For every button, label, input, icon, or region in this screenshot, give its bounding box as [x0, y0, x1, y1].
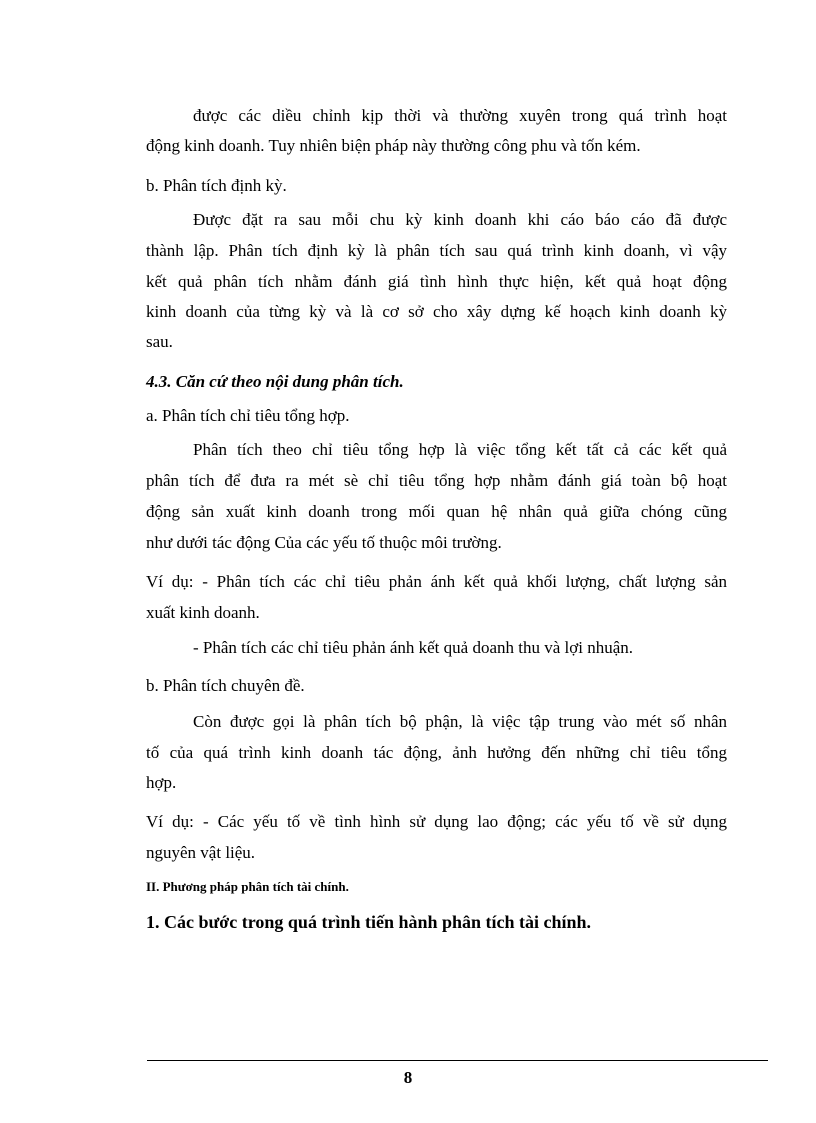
example-line: - Phân tích các chỉ tiêu phản ánh kết quả doanh thu và lợi nhuận. — [193, 638, 633, 657]
body-text-line: được các diều chỉnh kịp thời và thường xuyên trong quá trình hoạt — [193, 106, 727, 125]
body-text-line: Còn được gọi là phân tích bộ phận, là việc tập trung vào mét số nhân — [193, 712, 727, 731]
section-heading: 1. Các bước trong quá trình tiến hành phân tích tài chính. — [146, 912, 592, 932]
example-line: Ví dụ: - Các yếu tố về tình hình sử dụng lao động; các yếu tố về sử dụng — [146, 812, 727, 831]
body-text-line: sau. — [146, 332, 173, 351]
example-line: Ví dụ: - Phân tích các chỉ tiêu phản ánh kết quả khối lượng, chất lượng sản — [146, 572, 727, 591]
body-text-line: kinh doanh của từng kỳ và là cơ sở cho xây dựng kế hoạch kinh doanh kỳ — [146, 302, 727, 321]
body-text-line: phân tích để đưa ra mét sè chỉ tiêu tổng hợp nhằm đánh giá toàn bộ hoạt — [146, 471, 727, 490]
body-text-line: Được đặt ra sau mỗi chu kỳ kinh doanh khi cáo báo cáo đã được — [193, 210, 727, 229]
body-text-line: động kinh doanh. Tuy nhiên biện pháp này thường công phu và tốn kém. — [146, 136, 641, 155]
footer-rule — [147, 1060, 768, 1061]
section-heading: 4.3. Căn cứ theo nội dung phân tích. — [146, 372, 404, 391]
example-line: nguyên vật liệu. — [146, 843, 256, 862]
subsection-heading: b. Phân tích chuyên đề. — [146, 676, 305, 695]
body-text-line: tố của quá trình kinh doanh tác động, ảnh hưởng đến những chỉ tiêu tổng — [146, 743, 727, 762]
example-line: xuất kinh doanh. — [146, 603, 260, 622]
body-text-line: động sản xuất kinh doanh trong mối quan hệ nhân quả giữa chóng cũng — [146, 502, 727, 521]
subsection-heading: a. Phân tích chỉ tiêu tổng hợp. — [146, 406, 350, 425]
body-text-line: kết quả phân tích nhằm đánh giá tình hình thực hiện, kết quả hoạt động — [146, 272, 727, 291]
chapter-heading: II. Phương pháp phân tích tài chính. — [146, 879, 349, 894]
body-text-line: hợp. — [146, 773, 177, 792]
body-text-line: Phân tích theo chỉ tiêu tổng hợp là việc tổng kết tất cả các kết quả — [193, 440, 727, 459]
body-text-line: thành lập. Phân tích định kỳ là phân tích sau quá trình kinh doanh, vì vậy — [146, 241, 727, 260]
subsection-heading: b. Phân tích định kỳ. — [146, 176, 287, 195]
body-text-line: như dưới tác động Của các yếu tố thuộc môi trường. — [146, 533, 502, 552]
page-number: 8 — [403, 1068, 413, 1087]
